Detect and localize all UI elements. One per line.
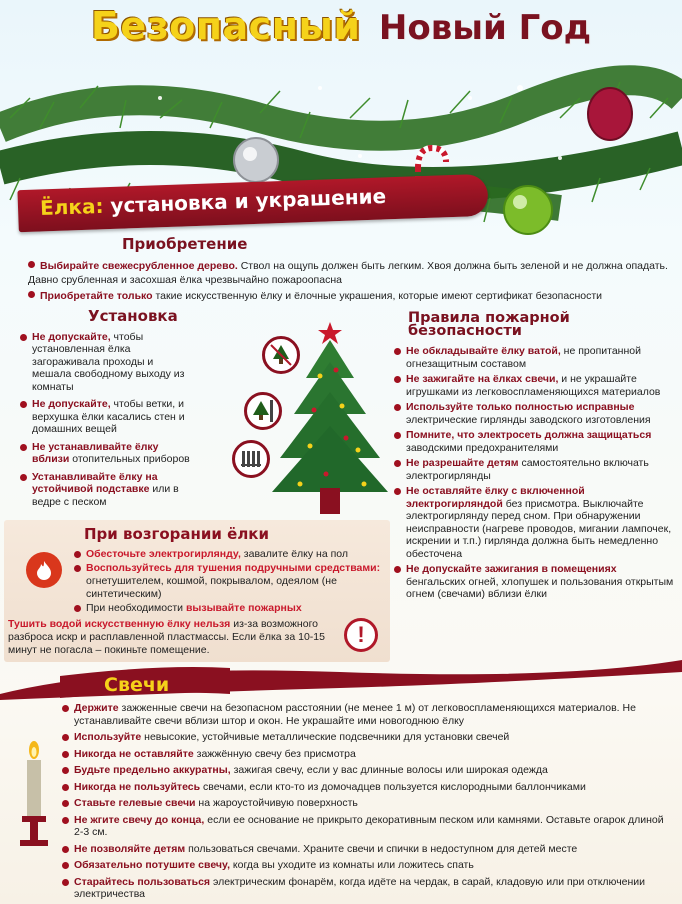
item-text: без присмотра. Выключайте электрогирлянду перед сном. При обнаружении неисправности (нагреве проводов, мигании лампочек, искрении и т.п.) гирлянда должна быть немедленно обесточена xyxy=(406,497,672,560)
item-text: зажженные свечи на безопасном расстоянии (не менее 1 м) от легковоспламеняющихся материалов. Не устанавливайте свечи вблизи штор и окон. Не украшайте ими новогоднюю ёлку xyxy=(74,702,636,727)
item-bold: Ставьте гелевые свечи xyxy=(74,797,196,809)
bullet-icon xyxy=(62,846,69,853)
list-item xyxy=(62,843,674,856)
item-text: электрическим фонарём, когда идёте на чердак, в сарай, кладовую или при отключении электричества xyxy=(74,875,646,900)
list-item xyxy=(62,814,674,839)
item-text: отопительных приборов xyxy=(69,453,190,465)
list-item xyxy=(62,781,674,794)
bullet-icon xyxy=(74,551,81,558)
list-item xyxy=(394,429,676,454)
item-text: на жароустойчивую поверхность xyxy=(195,797,358,809)
item-text: такие искусственную ёлку и ёлочные украшения, которые имеют сертификат безопасности xyxy=(152,290,603,302)
green-ball-ornament xyxy=(504,186,552,234)
candles-heading: Свечи xyxy=(104,674,170,696)
item-bold: Помните, что электросеть должна защищаться xyxy=(406,429,652,441)
bullet-icon xyxy=(62,734,69,741)
list-item xyxy=(62,702,674,727)
item-text: пользоваться свечами. Храните свечи и спички в недоступном для детей месте xyxy=(185,842,578,855)
candle-illustration xyxy=(16,740,52,848)
bullet-icon xyxy=(394,404,401,411)
bullet-icon xyxy=(28,291,35,298)
bullet-icon xyxy=(62,879,69,886)
item-bold: Держите xyxy=(74,702,119,714)
item-bold: Никогда не оставляйте xyxy=(74,747,194,760)
item-bold: Не зажигайте на ёлках свечи, xyxy=(406,373,559,385)
list-item xyxy=(394,373,676,398)
bullet-icon xyxy=(74,565,81,572)
item-bold: Приобретайте только xyxy=(40,290,153,302)
christmas-tree-illustration xyxy=(270,318,390,518)
item-bold: Не устанавливайте ёлку вблизи xyxy=(32,440,159,465)
title-part1: Безопасный xyxy=(90,4,361,48)
rules-heading: Правила пожарной безопасности xyxy=(408,310,570,339)
item-bold: Не допускайте зажигания в помещениях xyxy=(406,563,617,575)
item-text: Ствол на ощупь должен быть легким. Хвоя должна быть зеленой и не должна опадать. Давно срубленная и засохшая ёлка чрезвычайно пожароопасна xyxy=(28,260,668,286)
item-bold: Не оставляйте ёлку с включенной электрогирляндой xyxy=(406,485,585,510)
list-item xyxy=(394,457,676,482)
item-bold: Не допускайте, xyxy=(32,330,111,343)
bullet-icon xyxy=(394,376,401,383)
item-bold: Не разрешайте детям xyxy=(406,457,519,469)
bullet-icon xyxy=(62,767,69,774)
bullet-icon xyxy=(394,488,401,495)
list-item xyxy=(394,485,676,560)
list-item xyxy=(28,260,668,287)
list-item xyxy=(74,602,384,615)
bullet-icon xyxy=(62,784,69,791)
ribbon-bold: Ёлка: xyxy=(39,193,104,221)
item-text: когда вы уходите из комнаты или ложитесь спать xyxy=(229,859,474,871)
item-text: или в ведре с песком xyxy=(32,483,179,508)
purchase-heading: Приобретение xyxy=(122,235,248,253)
item-text: зажигая свечу, если у вас длинные волосы или широкая одежда xyxy=(230,764,548,776)
item-bold: Не обкладывайте ёлку ватой, xyxy=(406,345,561,357)
fire-note xyxy=(8,618,338,657)
bullet-icon xyxy=(62,751,69,758)
list-item xyxy=(20,331,190,394)
item-bold: Обесточьте электрогирлянду, xyxy=(86,548,241,560)
item-text: невысокие, устойчивые металлические подсвечники для установки свечей xyxy=(141,731,510,743)
bullet-icon xyxy=(394,566,401,573)
list-item xyxy=(62,859,674,872)
list-item xyxy=(394,401,676,426)
item-text: бенгальских огней, хлопушек и пользования открытым огнем (свечами) вблизи ёлки xyxy=(406,575,674,600)
item-text: и не украшайте игрушками из легковоспламеняющихся материалов xyxy=(406,373,661,398)
item-bold: Используйте xyxy=(74,731,142,743)
bullet-icon xyxy=(394,348,401,355)
bullet-icon xyxy=(62,800,69,807)
fire-rules-section xyxy=(394,312,676,604)
item-bold: Не допускайте, xyxy=(32,398,111,410)
radiator-icon xyxy=(232,440,270,478)
list-item xyxy=(74,562,384,601)
item-text: огнетушителем, кошмой, покрывалом, одеялом (не синтетическим) xyxy=(86,575,337,600)
list-item xyxy=(74,548,384,561)
note-bold: Тушить водой искусственную ёлку нельзя xyxy=(8,618,231,630)
list-item xyxy=(20,441,195,466)
page-title xyxy=(0,4,682,48)
item-text: заводскими предохранителями xyxy=(406,441,559,454)
item-text: если ее основание не прикрыто декоративным песком или камнями. Оставьте огарок длиной 2-3 см. xyxy=(74,813,664,838)
list-item xyxy=(20,398,210,436)
item-text: не пропитанной огнезащитным составом xyxy=(406,345,641,370)
bullet-icon xyxy=(394,460,401,467)
warning-icon: ! xyxy=(344,618,378,652)
fire-emergency-box xyxy=(4,520,390,662)
item-text: свечами, если кто-то из домочадцев пользуется кислородными баллончиками xyxy=(200,780,586,793)
item-text: электрические гирлянды заводского изготовления xyxy=(406,413,651,426)
list-item xyxy=(62,764,674,777)
candles-ribbon xyxy=(0,654,682,700)
bullet-icon xyxy=(20,401,27,408)
item-bold: Старайтесь пользоваться xyxy=(74,875,211,888)
list-item xyxy=(62,731,674,744)
list-item xyxy=(62,876,674,901)
title-part2: Новый Год xyxy=(378,8,592,48)
item-text: зажжённую свечу без присмотра xyxy=(193,747,356,760)
item-text: самостоятельно включать электрогирлянды xyxy=(406,457,649,482)
item-bold: вызывайте пожарных xyxy=(185,602,302,614)
item-text: При необходимости xyxy=(86,602,186,614)
fire-heading: При возгорании ёлки xyxy=(84,525,269,543)
red-ornament xyxy=(588,88,632,140)
bullet-icon xyxy=(62,862,69,869)
install-section xyxy=(20,307,230,513)
bullet-icon xyxy=(62,705,69,712)
item-bold: Не жгите свечу до конца, xyxy=(74,813,205,826)
install-heading: Установка xyxy=(88,307,178,325)
list-item xyxy=(28,290,668,304)
bullet-icon xyxy=(28,261,35,268)
bullet-icon xyxy=(20,334,27,341)
list-item xyxy=(62,748,674,761)
silver-ball-ornament xyxy=(234,138,278,182)
list-item xyxy=(394,563,676,601)
item-bold: Обязательно потушите свечу, xyxy=(74,859,230,871)
item-text: чтобы установленная ёлка загораживала проходы и мешала свободному выходу из комнаты xyxy=(32,330,185,393)
item-bold: Никогда не пользуйтесь xyxy=(74,780,201,793)
candles-list xyxy=(62,702,674,904)
item-bold: Воспользуйтесь для тушения подручными средствами: xyxy=(86,562,381,574)
item-bold: Не позволяйте детям xyxy=(74,842,186,855)
flame-icon xyxy=(26,552,62,588)
list-item xyxy=(394,345,676,370)
bullet-icon xyxy=(20,474,27,481)
bullet-icon xyxy=(394,432,401,439)
list-item xyxy=(20,471,190,509)
item-bold: Будьте предельно аккуратны, xyxy=(74,764,231,776)
bullet-icon xyxy=(74,605,81,612)
list-item xyxy=(62,797,674,810)
item-bold: Используйте только полностью исправные xyxy=(406,401,635,413)
item-bold: Устанавливайте ёлку на устойчивой подставке xyxy=(32,470,158,495)
item-text: завалите ёлку на пол xyxy=(240,548,349,560)
bullet-icon xyxy=(62,817,69,824)
item-text: чтобы ветки, и верхушка ёлки касались стен и домашних вещей xyxy=(32,398,185,435)
ribbon-text: установка и украшение xyxy=(103,183,387,218)
note-text: из-за возможного разброса искр и расплавленной пластмассы. Если ёлка за 10-15 минут не погасла – покиньте помещение. xyxy=(8,618,325,656)
item-bold: Выбирайте свежесрубленное дерево. xyxy=(40,260,238,272)
bullet-icon xyxy=(20,444,27,451)
